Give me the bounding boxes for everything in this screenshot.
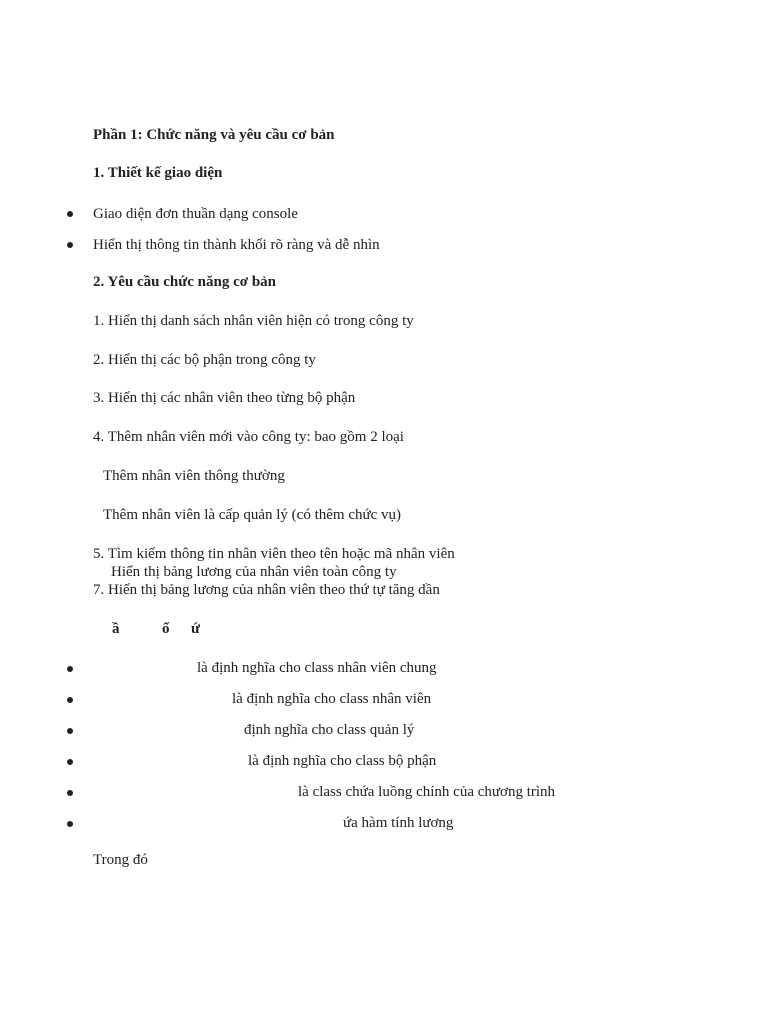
requirement-subitem: Thêm nhân viên thông thường <box>103 468 285 484</box>
section-1-bullet: Hiển thị thông tin thành khối rõ ràng và dễ nhìn <box>93 237 380 253</box>
requirement-item: 5. Tìm kiếm thông tin nhân viên theo tên hoặc mã nhân viên <box>93 546 455 562</box>
bullet-dot <box>67 728 73 734</box>
footer-text: Trong đó <box>93 852 148 868</box>
requirement-subitem: Thêm nhân viên là cấp quản lý (có thêm chức vụ) <box>103 507 402 523</box>
requirement-item: 4. Thêm nhân viên mới vào công ty: bao gồm 2 loại <box>93 429 404 445</box>
bullet-dot <box>67 211 73 217</box>
class-bullet-text: ứa hàm tính lương <box>343 815 454 831</box>
bullet-dot <box>67 759 73 765</box>
requirement-item: 1. Hiển thị danh sách nhân viên hiện có trong công ty <box>93 313 414 329</box>
class-bullet-text: là định nghĩa cho class nhân viên chung <box>197 660 437 676</box>
requirement-item: Hiển thị bảng lương của nhân viên toàn công ty <box>111 564 397 580</box>
requirement-item: 7. Hiển thị bảng lương của nhân viên theo thứ tự tăng dần <box>93 582 440 598</box>
requirement-item: 3. Hiển thị các nhân viên theo từng bộ phận <box>93 390 356 406</box>
bullet-dot <box>67 666 73 672</box>
bullet-dot <box>67 242 73 248</box>
section-2-title: 2. Yêu cầu chức năng cơ bản <box>93 274 277 290</box>
section-1-bullet: Giao diện đơn thuần dạng console <box>93 206 298 222</box>
heading-fragment: ổ <box>162 621 170 637</box>
class-bullet-text: là class chứa luồng chính của chương trình <box>298 784 556 800</box>
class-bullet-text: là định nghĩa cho class bộ phận <box>248 753 437 769</box>
page-heading: Phần 1: Chức năng và yêu cầu cơ bản <box>93 127 335 143</box>
heading-fragment: ầ <box>112 621 120 637</box>
bullet-dot <box>67 821 73 827</box>
class-bullet-text: là định nghĩa cho class nhân viên <box>232 691 432 707</box>
requirement-item: 2. Hiển thị các bộ phận trong công ty <box>93 352 316 368</box>
heading-fragment: ứ <box>191 621 201 637</box>
section-1-title: 1. Thiết kế giao diện <box>93 165 223 181</box>
bullet-dot <box>67 790 73 796</box>
bullet-dot <box>67 697 73 703</box>
class-bullet-text: định nghĩa cho class quản lý <box>244 722 415 738</box>
